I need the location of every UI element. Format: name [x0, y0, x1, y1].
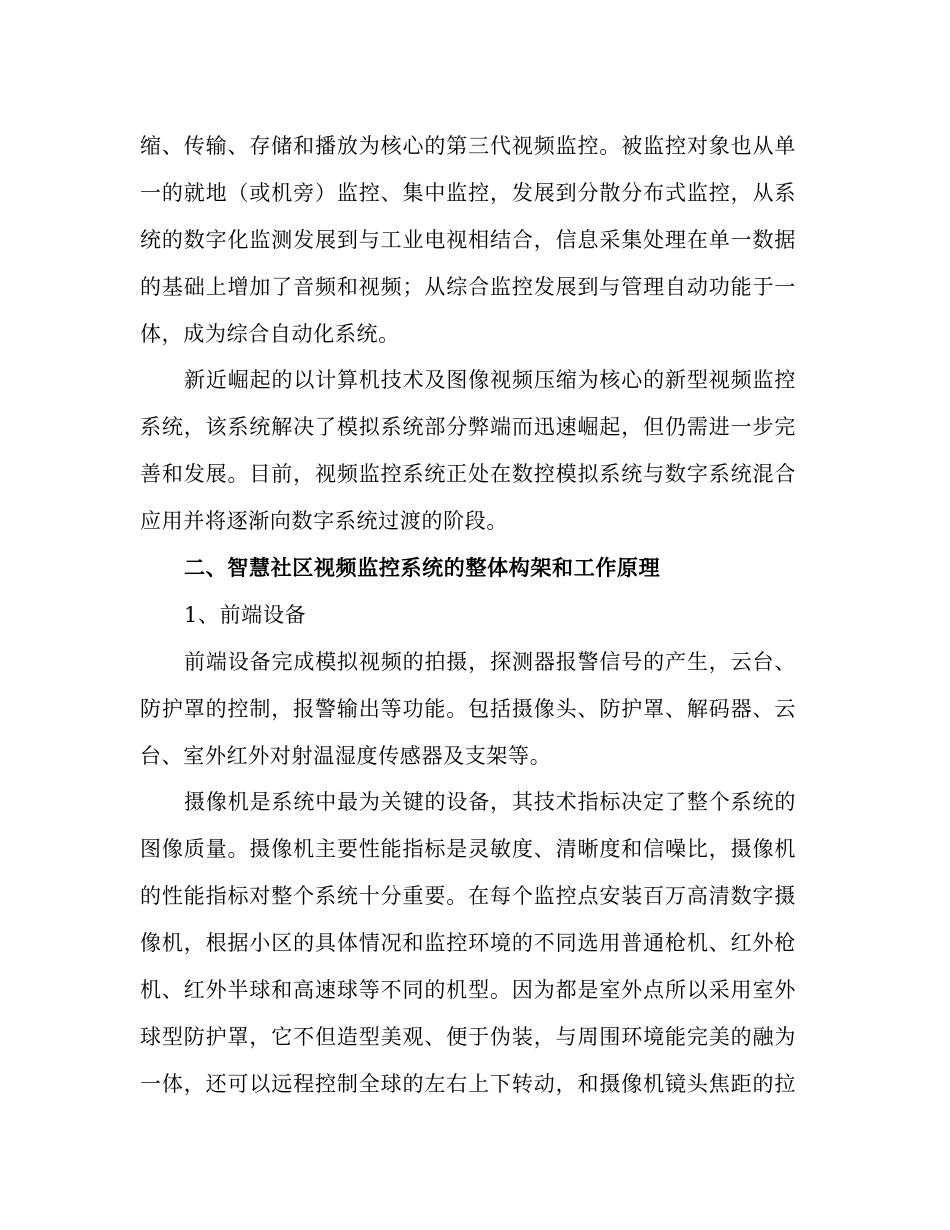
text-line: 缩、传输、存储和播放为核心的第三代视频监控。被监控对象也从单 [140, 134, 796, 158]
text-line: 台、室外红外对射温湿度传感器及支架等。 [140, 743, 552, 768]
text-line: 一的就地（或机旁）监控、集中监控，发展到分散分布式监控，从系 [140, 180, 796, 205]
text-line: 新近崛起的以计算机技术及图像视频压缩为核心的新型视频监控 [184, 368, 796, 393]
text-line: 体，成为综合自动化系统。 [140, 321, 400, 346]
text-line: 图像质量。摄像机主要性能指标是灵敏度、清晰度和信噪比，摄像机 [140, 837, 796, 862]
text-line: 像机，根据小区的具体情况和监控环境的不同选用普通枪机、红外枪 [140, 931, 796, 956]
text-line: 一体，还可以远程控制全球的左右上下转动，和摄像机镜头焦距的拉 [140, 1071, 796, 1096]
text-line: 前端设备完成模拟视频的拍摄，探测器报警信号的产生，云台、 [184, 649, 796, 674]
text-line: 机、红外半球和高速球等不同的机型。因为都是室外点所以采用室外 [140, 978, 796, 1003]
text-line: 善和发展。目前，视频监控系统正处在数控模拟系统与数字系统混合 [140, 462, 796, 487]
paragraph-continuation [140, 123, 796, 357]
paragraph-camera [140, 779, 796, 1107]
subsection-heading: 1、前端设备 [184, 602, 307, 627]
paragraph-front-end-equipment [140, 639, 796, 780]
body-text [140, 123, 796, 1108]
text-line: 摄像机是系统中最为关键的设备，其技术指标决定了整个系统的 [184, 790, 796, 815]
paragraph-new-video-monitoring [140, 357, 796, 545]
text-line: 系统，该系统解决了模拟系统部分弊端而迅速崛起，但仍需进一步完 [140, 415, 796, 440]
text-line: 统的数字化监测发展到与工业电视相结合，信息采集处理在单一数据 [140, 227, 796, 252]
text-line: 应用并将逐渐向数字系统过渡的阶段。 [140, 509, 509, 534]
text-line: 防护罩的控制，报警输出等功能。包括摄像头、防护罩、解码器、云 [140, 696, 796, 721]
text-line: 的性能指标对整个系统十分重要。在每个监控点安装百万高清数字摄 [140, 884, 796, 909]
text-line: 的基础上增加了音频和视频；从综合监控发展到与管理自动功能于一 [140, 274, 796, 299]
text-line: 球型防护罩，它不但造型美观、便于伪装，与周围环境能完美的融为 [140, 1024, 796, 1049]
section-heading: 二、智慧社区视频监控系统的整体构架和工作原理 [184, 555, 661, 581]
